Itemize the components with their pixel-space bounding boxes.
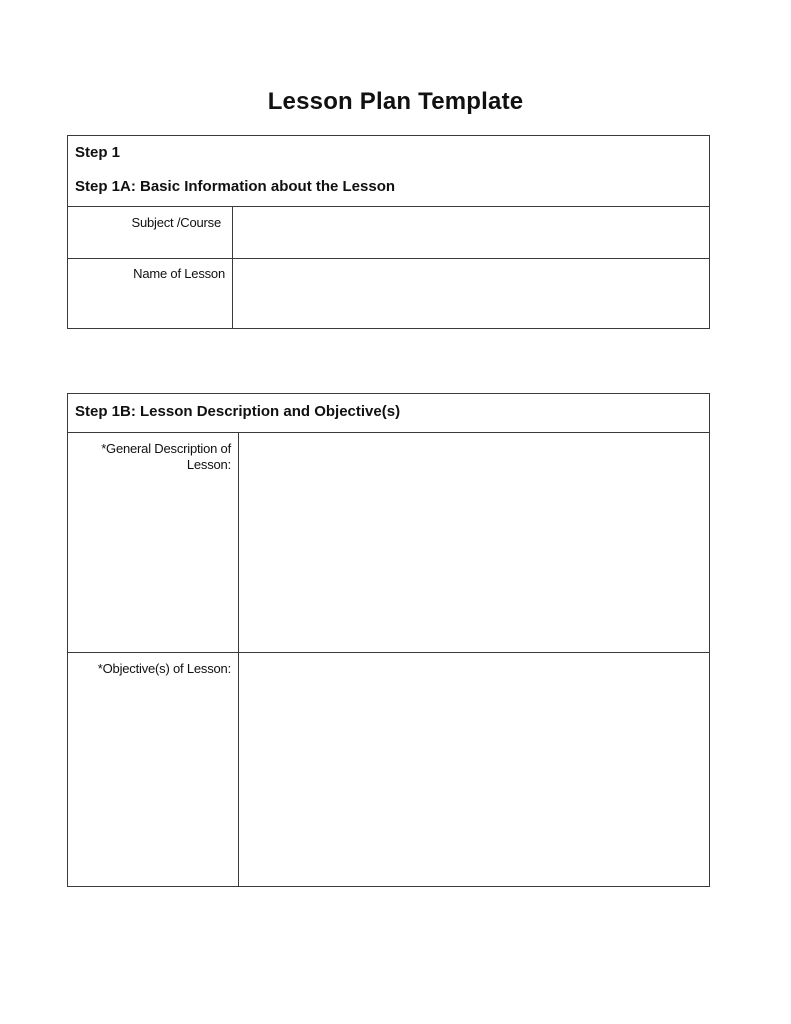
subject-course-label: Subject /Course <box>131 215 221 230</box>
page-title: Lesson Plan Template <box>267 88 524 115</box>
lesson-name-label: Name of Lesson <box>133 266 225 281</box>
general-description-field[interactable] <box>239 433 709 652</box>
lesson-name-field[interactable] <box>233 259 709 328</box>
general-description-label-line2: Lesson: <box>186 457 231 472</box>
objectives-label: *Objective(s) of Lesson: <box>97 661 231 676</box>
objectives-field[interactable] <box>239 653 709 886</box>
step1a-heading: Step 1A: Basic Information about the Lesson <box>75 178 396 195</box>
subject-course-field[interactable] <box>233 207 709 258</box>
step1b-heading: Step 1B: Lesson Description and Objective(s) <box>75 403 401 420</box>
general-description-label-line1: *General Description of <box>101 441 231 456</box>
general-description-label <box>68 441 231 473</box>
step1-heading: Step 1 <box>75 144 121 161</box>
